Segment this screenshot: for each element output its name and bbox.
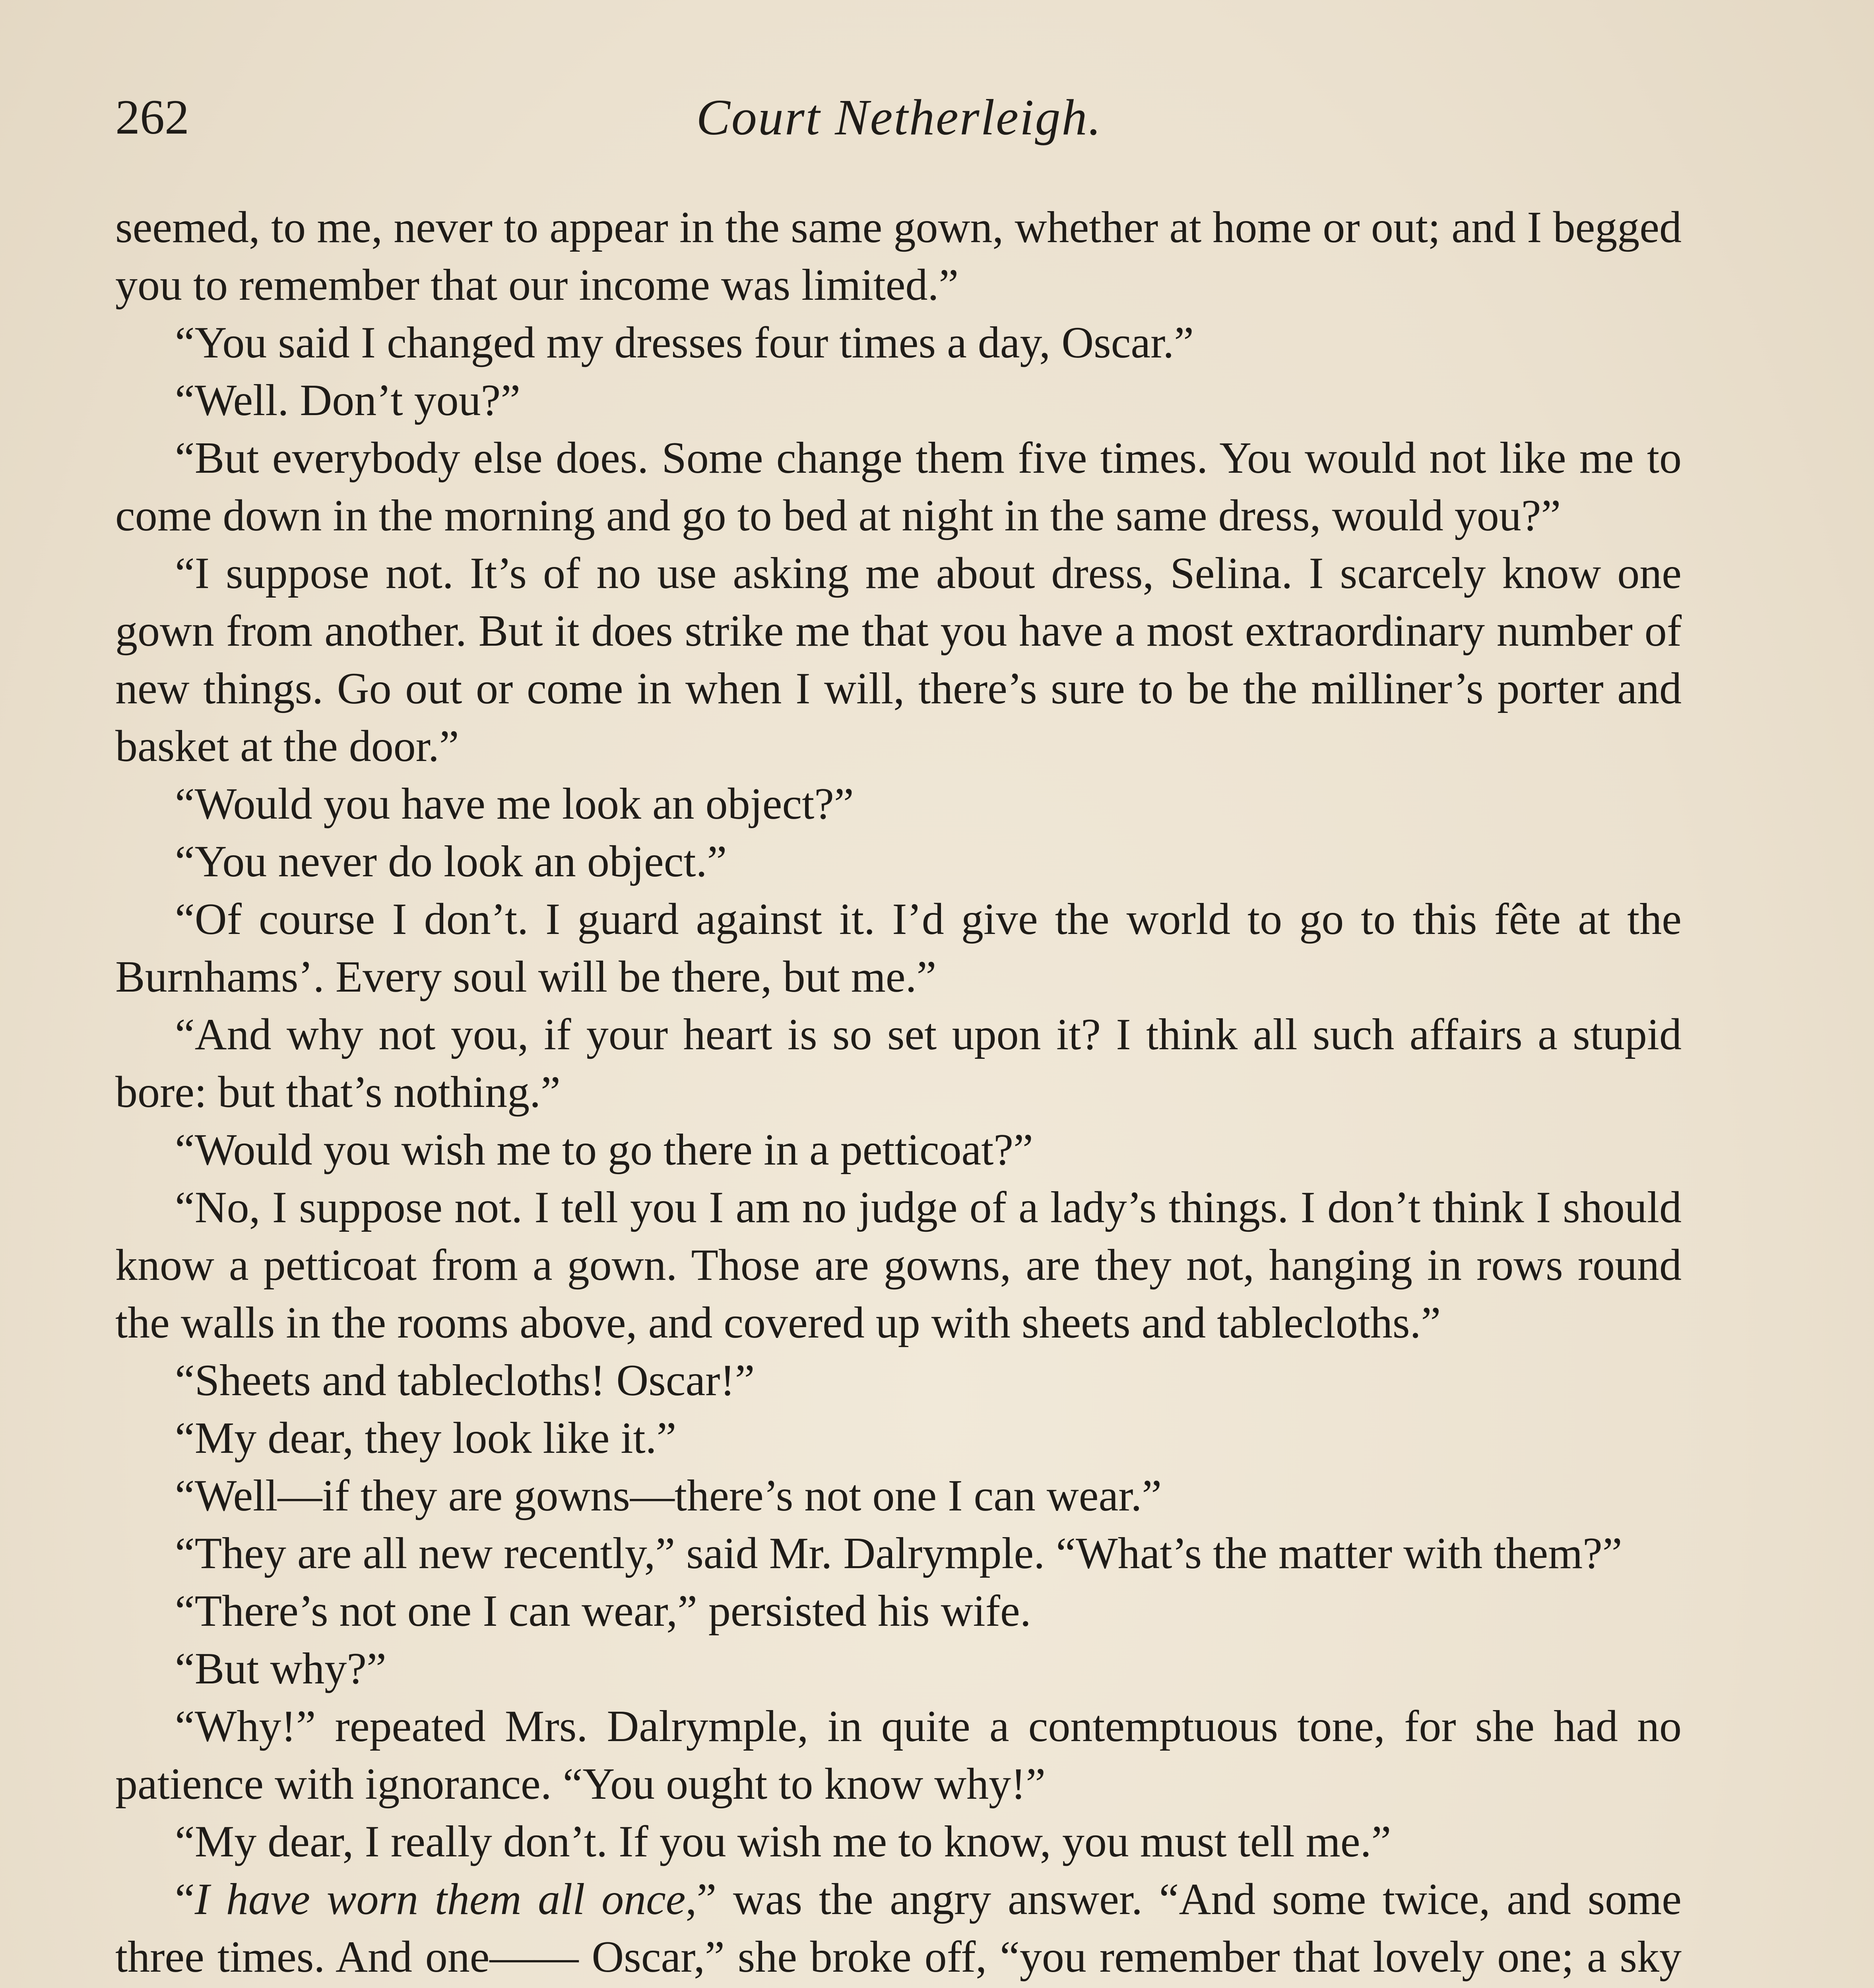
paragraph: “My dear, I really don’t. If you wish me to know, you must tell me.” <box>175 1817 1391 1866</box>
paragraph: “And why not you, if your heart is so set upon it? I think all such affairs a stupid bore: but that’s nothing.” <box>115 1010 1682 1117</box>
paragraph: “I suppose not. It’s of no use asking me about dress, Selina. I scarcely know one gown from another. But it does strike me that you have a most extraordinary number of new things. Go out or come in when I will, there’s sure to be the milliner’s porter and basket at the door.” <box>115 549 1682 771</box>
paragraph: “Well. Don’t you?” <box>175 376 521 425</box>
paragraph: “Well—if they are gowns—there’s not one I can wear.” <box>175 1471 1162 1520</box>
paragraph: “But everybody else does. Some change them five times. You would not like me to come down in the morning and go to bed at night in the same dress, would you?” <box>115 433 1682 540</box>
paragraph: “Would you wish me to go there in a petticoat?” <box>175 1125 1033 1175</box>
paragraph: “Of course I don’t. I guard against it. I’d give the world to go to this fête at the Burnhams’. Every soul will be there, but me.” <box>115 895 1682 1002</box>
paragraph: “You said I changed my dresses four times a day, Oscar.” <box>175 318 1194 367</box>
opening-quote: “ <box>175 1875 195 1924</box>
paragraph: “No, I suppose not. I tell you I am no judge of a lady’s things. I don’t think I should know a petticoat from a gown. Those are gowns, are they not, hanging in rows round the walls in the rooms above, and covered up with sheets and tablecloths.” <box>115 1183 1682 1347</box>
paragraph: “Why!” repeated Mrs. Dalrymple, in quite a contemptuous tone, for she had no patience with ignorance. “You ought to know why!” <box>115 1702 1682 1809</box>
paragraph: seemed, to me, never to appear in the same gown, whether at home or out; and I begged you to remember that our income was limited.” <box>115 203 1682 310</box>
paragraph-continuation: ,” was the angry answer. “And some twice, and some three times. And one—— Oscar,” she broke off, “you remember that lovely one; a sky <box>115 1875 1682 1982</box>
running-title: Court Netherleigh. <box>696 89 1102 146</box>
paragraph-with-italic <box>115 1871 1682 1988</box>
paragraph: “But why?” <box>175 1644 386 1693</box>
paragraph: “You never do look an object.” <box>175 837 727 886</box>
paragraph: “They are all new recently,” said Mr. Dalrymple. “What’s the matter with them?” <box>175 1529 1622 1578</box>
page-header <box>115 85 1683 149</box>
paragraph: “My dear, they look like it.” <box>175 1413 677 1463</box>
italic-phrase: I have worn them all once <box>194 1875 686 1924</box>
paragraph: “There’s not one I can wear,” persisted his wife. <box>175 1586 1031 1636</box>
page-number: 262 <box>115 90 189 144</box>
paragraph: “Would you have me look an object?” <box>175 779 854 829</box>
paragraph: “Sheets and tablecloths! Oscar!” <box>175 1356 755 1405</box>
body-text <box>115 199 1682 1988</box>
